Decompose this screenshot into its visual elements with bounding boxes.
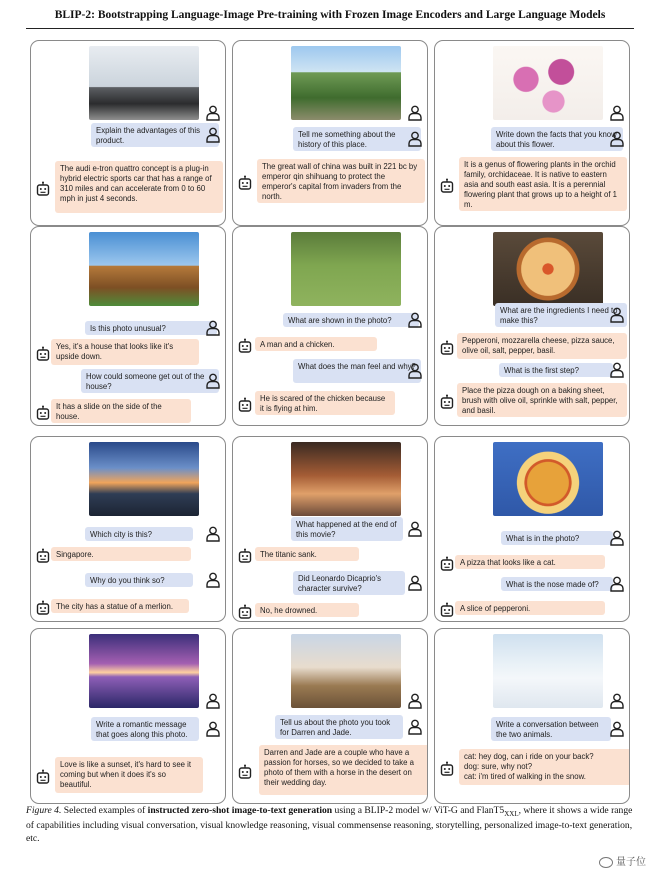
person-icon — [407, 575, 423, 591]
user-message: What does the man feel and why? — [293, 359, 421, 383]
assistant-message: Singapore. — [51, 547, 191, 561]
person-icon — [407, 363, 423, 379]
assistant-message: It has a slide on the side of the house. — [51, 399, 191, 423]
assistant-message: Pepperoni, mozzarella cheese, pizza sauce, olive oil, salt, pepper, basil. — [457, 333, 627, 359]
person-icon — [205, 320, 221, 336]
example-panel — [30, 436, 226, 622]
user-message: Why do you think so? — [85, 573, 193, 587]
person-icon — [609, 721, 625, 737]
sports-car-photo — [89, 46, 199, 120]
caption-text: Selected examples of — [61, 805, 148, 816]
assistant-message: The city has a statue of a merlion. — [51, 599, 189, 613]
assistant-message: Darren and Jade are a couple who have a passion for horses, so we decided to take a photo of them with a horse in the desert on their wedding day. — [259, 745, 428, 795]
couple-with-horse-photo — [291, 634, 401, 708]
person-icon — [609, 307, 625, 323]
robot-icon — [237, 397, 253, 413]
assistant-message: Yes, it's a house that looks like it's upside down. — [51, 339, 199, 365]
dog-and-cat-snow-photo — [493, 634, 603, 708]
upside-down-house-photo — [89, 232, 199, 306]
person-icon — [609, 693, 625, 709]
caption-text: , where it shows a wide range of capabilities including visual conversation, visual knowledge reasoning, visual commensense reasoning, storytelling, personalized image-to-text generation, etc. — [26, 805, 633, 844]
robot-icon — [439, 556, 455, 572]
user-message: What happened at the end of this movie? — [291, 517, 403, 541]
robot-icon — [237, 175, 253, 191]
example-panel — [232, 40, 428, 226]
user-message: How could someone get out of the house? — [81, 369, 219, 393]
person-icon — [407, 131, 423, 147]
user-message: Write a conversation between the two animals. — [491, 717, 611, 741]
person-icon — [407, 105, 423, 121]
assistant-message: The audi e-tron quattro concept is a plug-in hybrid electric sports car that has a range of 310 miles and can accelerate from 0 to 60 mph in just 4 seconds. — [55, 161, 223, 213]
robot-icon — [35, 769, 51, 785]
robot-icon — [439, 178, 455, 194]
person-icon — [407, 521, 423, 537]
user-message: Tell us about the photo you took for Darren and Jade. — [275, 715, 403, 739]
example-panel — [30, 40, 226, 226]
person-icon — [609, 362, 625, 378]
person-icon — [407, 719, 423, 735]
user-message: Explain the advantages of this product. — [91, 123, 219, 147]
example-panel — [232, 628, 428, 804]
pizza-photo — [493, 232, 603, 306]
assistant-message: Love is like a sunset, it's hard to see it coming but when it does it's so beautiful. — [55, 757, 203, 793]
great-wall-photo — [291, 46, 401, 120]
user-message: Write a romantic message that goes along this photo. — [91, 717, 199, 741]
assistant-message: The great wall of china was built in 221 bc by emperor qin shihuang to protect the emperor's capital from invaders from the north. — [257, 159, 425, 203]
example-panel — [434, 226, 630, 426]
person-icon — [205, 373, 221, 389]
page-title: BLIP-2: Bootstrapping Language-Image Pre-training with Frozen Image Encoders and Large Language Models — [54, 9, 606, 21]
example-panel — [232, 436, 428, 622]
robot-icon — [439, 394, 455, 410]
title-rule — [26, 28, 634, 29]
figure-label: Figure 4. — [26, 805, 62, 816]
assistant-message: A slice of pepperoni. — [455, 601, 605, 615]
robot-icon — [35, 405, 51, 421]
example-panel — [434, 436, 630, 622]
robot-icon — [237, 548, 253, 564]
man-and-chicken-photo — [291, 232, 401, 306]
person-icon — [205, 526, 221, 542]
caption-text: using a BLIP-2 model w/ ViT-G and FlanT5 — [332, 805, 505, 816]
user-message: What are the ingredients I need to make this? — [495, 303, 627, 327]
robot-icon — [237, 338, 253, 354]
person-icon — [205, 127, 221, 143]
user-message: Did Leonardo Dicaprio's character survive? — [293, 571, 405, 595]
robot-icon — [439, 340, 455, 356]
wechat-icon — [599, 857, 613, 868]
caption-bold: instructed zero-shot image-to-text generation — [147, 805, 333, 816]
orchid-photo — [493, 46, 603, 120]
robot-icon — [35, 346, 51, 362]
assistant-message: A pizza that looks like a cat. — [455, 555, 605, 569]
figure-caption — [26, 805, 634, 845]
example-panel — [30, 226, 226, 426]
person-icon — [609, 530, 625, 546]
assistant-message: cat: hey dog, can i ride on your back? dog: sure, why not? cat: i'm tired of walking in the snow. — [459, 749, 630, 785]
singapore-skyline-photo — [89, 442, 199, 516]
watermark-text: 量子位 — [616, 857, 646, 868]
assistant-message: The titanic sank. — [255, 547, 359, 561]
user-message: Which city is this? — [85, 527, 193, 541]
caption-subscript: XXL — [504, 809, 519, 818]
assistant-message: He is scared of the chicken because it is flying at him. — [255, 391, 395, 415]
robot-icon — [35, 600, 51, 616]
robot-icon — [237, 764, 253, 780]
person-icon — [205, 693, 221, 709]
assistant-message: A man and a chicken. — [255, 337, 377, 351]
person-icon — [407, 693, 423, 709]
assistant-message: Place the pizza dough on a baking sheet, brush with olive oil, sprinkle with salt, pepper, and basil. — [457, 383, 627, 417]
user-message: What is the nose made of? — [501, 577, 613, 591]
robot-icon — [439, 602, 455, 618]
titanic-scene-photo — [291, 442, 401, 516]
person-icon — [609, 105, 625, 121]
watermark — [599, 853, 646, 868]
robot-icon — [35, 181, 51, 197]
person-icon — [609, 576, 625, 592]
person-icon — [609, 131, 625, 147]
example-panel — [232, 226, 428, 426]
person-icon — [205, 721, 221, 737]
assistant-message: No, he drowned. — [255, 603, 359, 617]
example-panel — [434, 628, 630, 804]
user-message: Is this photo unusual? — [85, 321, 217, 335]
example-panel — [30, 628, 226, 804]
assistant-message: It is a genus of flowering plants in the orchid family, orchidaceae. It is native to eastern asia and south east asia. It is a perennial flowering plant that grows up to a height of 1 m. — [459, 157, 627, 211]
user-message: What is the first step? — [499, 363, 613, 377]
robot-icon — [439, 761, 455, 777]
person-icon — [205, 572, 221, 588]
user-message: What is in the photo? — [501, 531, 613, 545]
robot-icon — [237, 604, 253, 620]
user-message: Write down the facts that you know about this flower. — [491, 127, 623, 151]
cat-pizza-photo — [493, 442, 603, 516]
user-message: Tell me something about the history of this place. — [293, 127, 421, 151]
example-panel — [434, 40, 630, 226]
sunset-sea-photo — [89, 634, 199, 708]
person-icon — [407, 312, 423, 328]
person-icon — [205, 105, 221, 121]
robot-icon — [35, 548, 51, 564]
user-message: What are shown in the photo? — [283, 313, 419, 327]
